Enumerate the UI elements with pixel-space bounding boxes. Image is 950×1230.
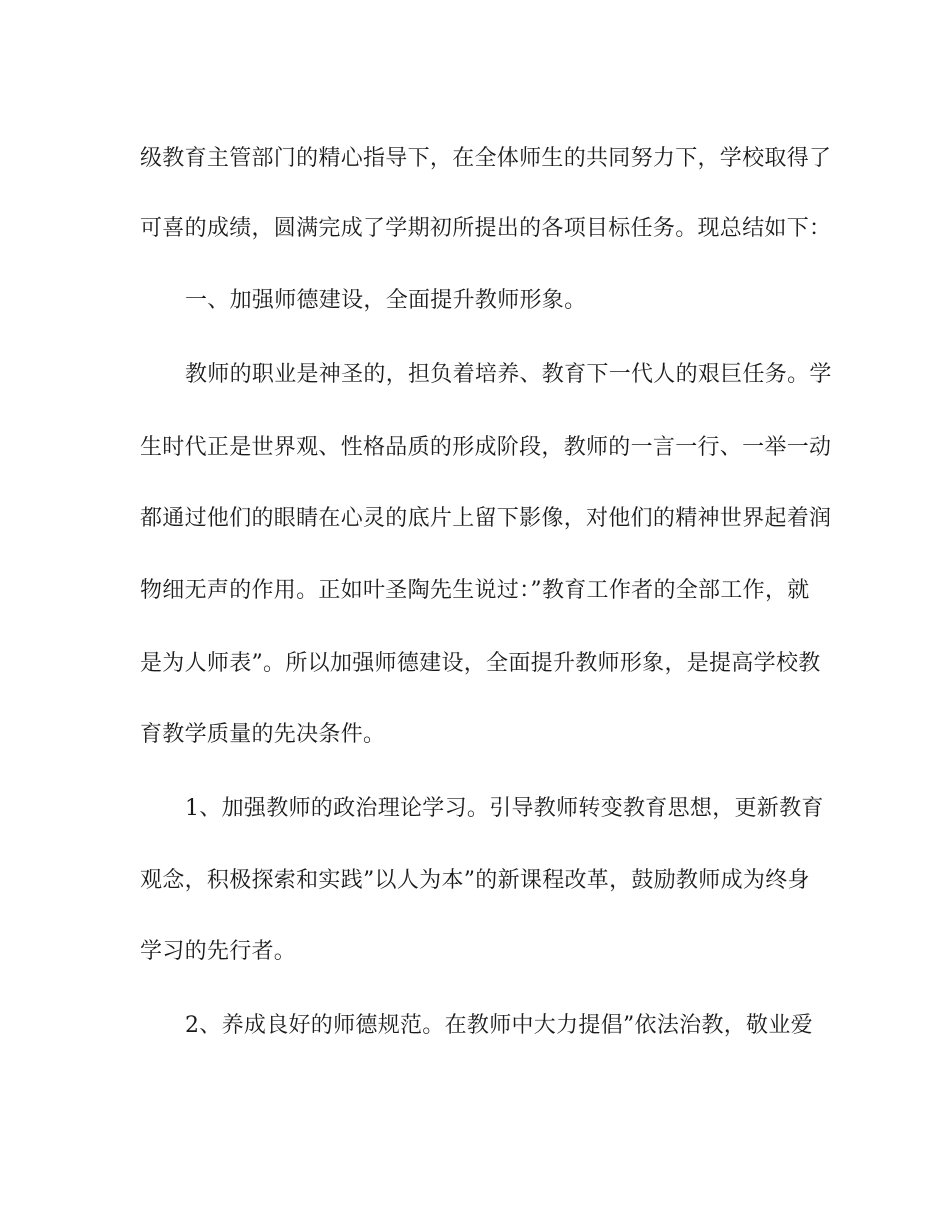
text-line: 物细无声的作用。正如叶圣陶先生说过：”教育工作者的全部工作，就	[140, 578, 810, 603]
text-line: 生时代正是世界观、性格品质的形成阶段，教师的一言一行、一举一动	[140, 435, 832, 460]
section-heading: 一、加强师德建设，全面提升教师形象。	[185, 288, 587, 313]
text-line: 育教学质量的先决条件。	[140, 722, 386, 747]
text-line: 观念，积极探索和实践”以人为本”的新课程改革，鼓励教师成为终身	[140, 868, 810, 893]
text-line: 教师的职业是神圣的，担负着培养、教育下一代人的艰巨任务。学	[185, 362, 832, 387]
numbered-item-1: 1、加强教师的政治理论学习。引导教师转变教育思想，更新教育	[185, 796, 824, 821]
text-line: 都通过他们的眼睛在心灵的底片上留下影像，对他们的精神世界起着润	[140, 506, 832, 531]
text-line: 是为人师表”。所以加强师德建设，全面提升教师形象，是提高学校教	[140, 651, 821, 676]
text-line: 可喜的成绩，圆满完成了学期初所提出的各项目标任务。现总结如下：	[140, 216, 832, 241]
numbered-item-2: 2、养成良好的师德规范。在教师中大力提倡”依法治教，敬业爱	[185, 1013, 813, 1038]
text-line: 学习的先行者。	[140, 939, 297, 964]
text-line: 级教育主管部门的精心指导下，在全体师生的共同努力下，学校取得了	[140, 146, 832, 171]
